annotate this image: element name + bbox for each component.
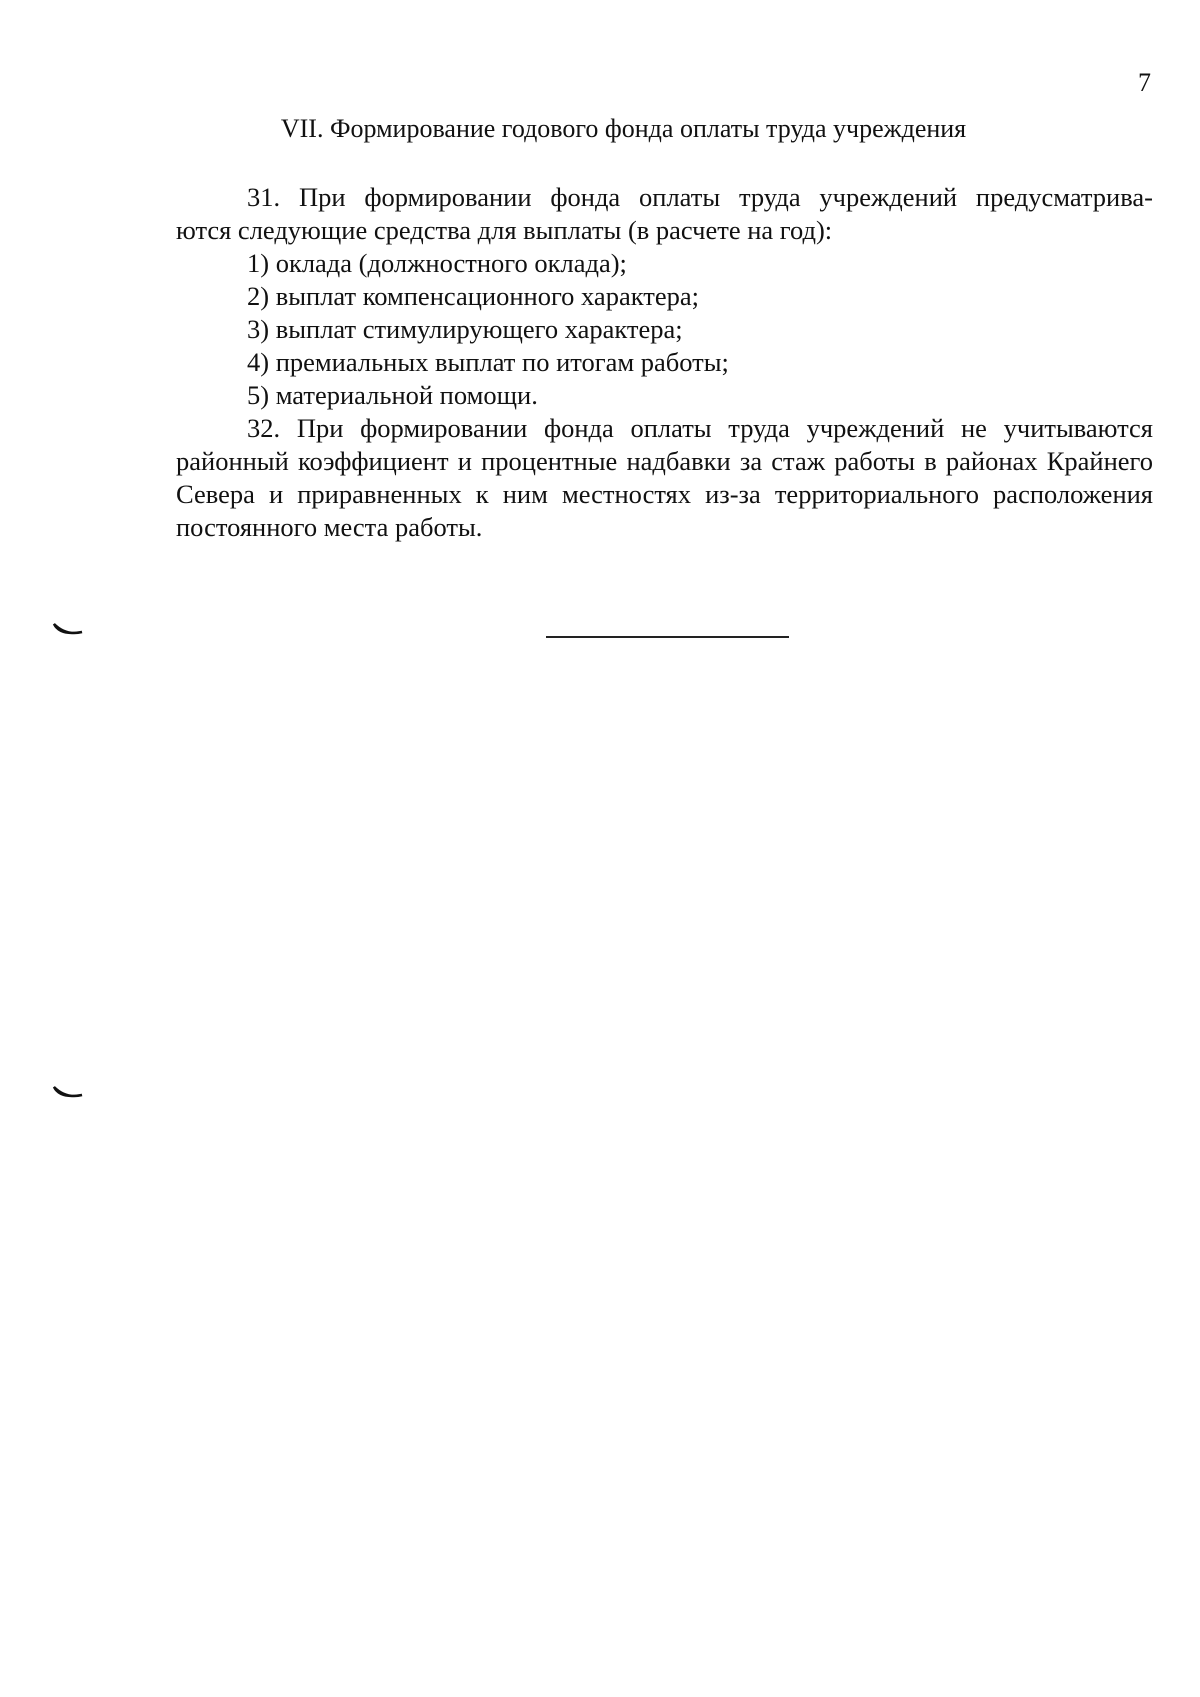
paragraph-31-line-1: 31. При формировании фонда оплаты труда учреждений предусматрива-	[247, 182, 1153, 212]
paragraph-31-line-2: ются следующие средства для выплаты (в расчете на год):	[176, 215, 833, 245]
binding-hole-mark-icon	[52, 622, 84, 638]
section-title: VII. Формирование годового фонда оплаты труда учреждения	[280, 114, 967, 143]
binding-hole-mark-icon	[52, 1085, 84, 1101]
document-body	[176, 181, 1153, 544]
list-item: 1) оклада (должностного оклада);	[247, 248, 627, 278]
list-item: 4) премиальных выплат по итогам работы;	[247, 347, 729, 377]
paragraph-31	[176, 181, 1153, 247]
list-item: 5) материальной помощи.	[247, 380, 538, 410]
list-item: 2) выплат компенсационного характера;	[247, 281, 699, 311]
page-number: 7	[1138, 68, 1151, 97]
end-of-text-rule	[546, 636, 789, 638]
list-item: 3) выплат стимулирующего характера;	[247, 314, 683, 344]
paragraph-32: 32. При формировании фонда оплаты труда учреждений не учитываются районный коэффициент и процентные надбавки за стаж работы в районах Крайнего Севера и приравненных к ним местностях из-за территориального расположения постоянного места работы.	[176, 413, 1153, 542]
